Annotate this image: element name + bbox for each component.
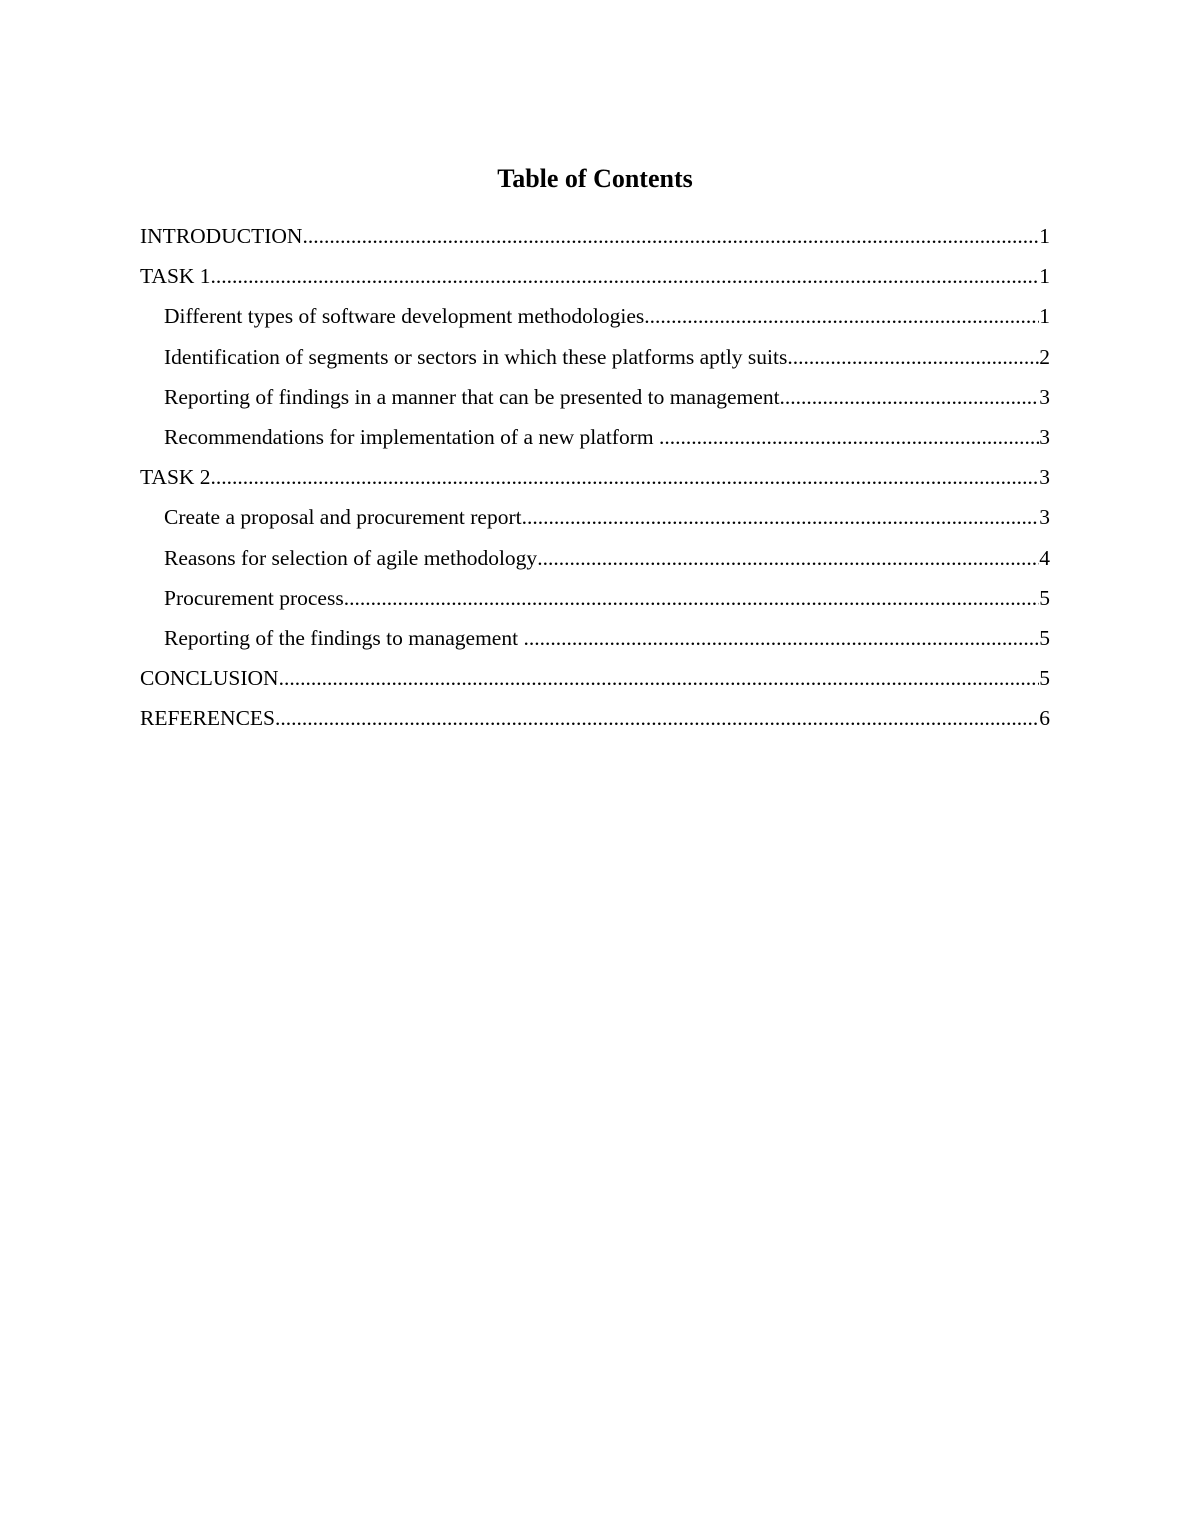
- toc-entry-label: Procurement process: [164, 585, 344, 610]
- toc-entry-label: CONCLUSION: [140, 666, 279, 691]
- toc-entry-label: Recommendations for implementation of a new platform: [164, 424, 659, 449]
- toc-entry-label: Reporting of the findings to management: [164, 625, 524, 650]
- toc-entry-label: Reporting of findings in a manner that can be presented to management: [164, 384, 780, 409]
- toc-entry-label: Create a proposal and procurement report: [164, 505, 522, 530]
- toc-entry-page-number: 3: [1039, 424, 1050, 449]
- toc-entry-label: TASK 1: [140, 264, 211, 289]
- dot-leader: [275, 702, 1039, 734]
- dot-leader: [780, 381, 1040, 413]
- toc-entry-label: TASK 2: [140, 465, 211, 490]
- toc-entry-label: REFERENCES: [140, 706, 275, 731]
- page-title: Table of Contents: [497, 164, 693, 193]
- dot-leader: [211, 260, 1040, 292]
- toc-entry-recommendations[interactable]: [140, 421, 1050, 461]
- toc-entry-page-number: 1: [1039, 304, 1050, 329]
- toc-entry-task-1[interactable]: [140, 260, 1050, 300]
- toc-entry-page-number: 1: [1039, 224, 1050, 248]
- toc-entry-page-number: 3: [1039, 465, 1050, 490]
- toc-entry-proposal-report[interactable]: [140, 501, 1050, 541]
- toc-entry-page-number: 5: [1039, 625, 1050, 650]
- dot-leader: [344, 582, 1040, 614]
- toc-list: [140, 220, 1050, 742]
- toc-entry-reporting-management[interactable]: [140, 622, 1050, 662]
- dot-leader: [787, 341, 1039, 373]
- toc-entry-page-number: 5: [1039, 666, 1050, 691]
- toc-entry-reporting-findings[interactable]: [140, 381, 1050, 421]
- toc-entry-page-number: 3: [1039, 505, 1050, 530]
- toc-entry-page-number: 1: [1039, 264, 1050, 289]
- toc-entry-page-number: 4: [1039, 545, 1050, 570]
- toc-entry-label: Identification of segments or sectors in which these platforms aptly suits: [164, 344, 788, 369]
- dot-leader: [211, 461, 1040, 493]
- toc-entry-page-number: 5: [1039, 585, 1050, 610]
- dot-leader: [279, 662, 1040, 694]
- toc-entry-introduction[interactable]: [140, 220, 1050, 260]
- dot-leader: [523, 622, 1039, 654]
- dot-leader: [537, 542, 1039, 574]
- toc-entry-page-number: 6: [1039, 706, 1050, 731]
- toc-entry-procurement-process[interactable]: [140, 582, 1050, 622]
- toc-entry-label: Different types of software development methodologies: [164, 304, 645, 329]
- dot-leader: [302, 220, 1039, 252]
- toc-entry-segments-identification[interactable]: [140, 341, 1050, 381]
- dot-leader: [522, 501, 1040, 533]
- toc-entry-software-methodologies[interactable]: [140, 300, 1050, 340]
- dot-leader: [644, 300, 1039, 332]
- toc-entry-task-2[interactable]: [140, 461, 1050, 501]
- toc-entry-references[interactable]: [140, 702, 1050, 742]
- dot-leader: [659, 421, 1039, 453]
- toc-entry-conclusion[interactable]: [140, 662, 1050, 702]
- toc-entry-page-number: 2: [1039, 344, 1050, 369]
- toc-entry-page-number: 3: [1039, 384, 1050, 409]
- toc-entry-agile-reasons[interactable]: [140, 542, 1050, 582]
- toc-entry-label: INTRODUCTION: [140, 224, 303, 248]
- toc-entry-label: Reasons for selection of agile methodology: [164, 545, 538, 570]
